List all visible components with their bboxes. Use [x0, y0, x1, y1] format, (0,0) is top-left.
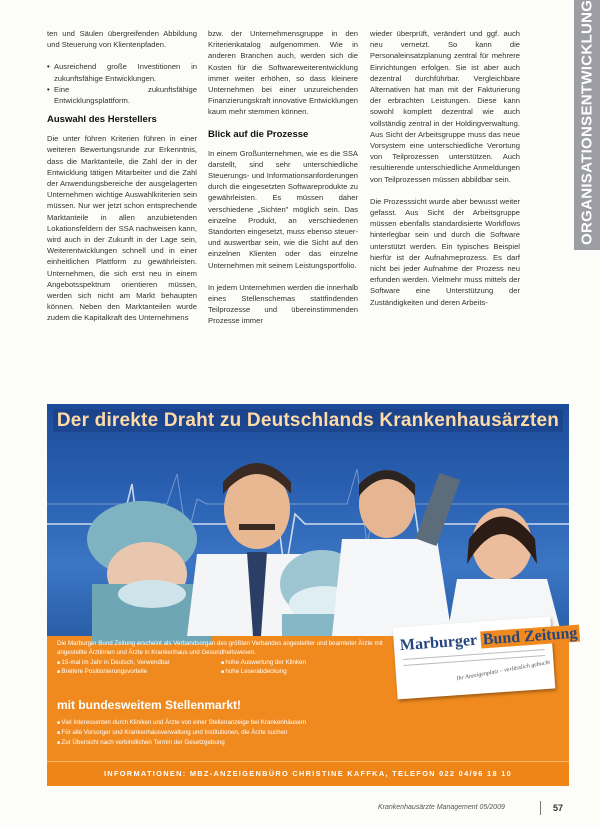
logo-text-marburger: Marburger — [399, 631, 478, 655]
section-heading: Blick auf die Prozesse — [208, 128, 309, 140]
bullet-item: • Eine zukunftsfähige Entwicklungsplattform. — [47, 84, 197, 106]
ad-headline: Der direkte Draht zu Deutschlands Krankenhausärzten — [47, 410, 569, 432]
ad-photo — [47, 404, 569, 636]
text-column-1 — [47, 28, 197, 324]
ad-feature: ■ Breitere Positionierungsvorteile — [57, 668, 217, 677]
ad-stellenmarkt-heading: mit bundesweitem Stellenmarkt! — [57, 698, 242, 712]
section-heading: Auswahl des Herstellers — [47, 114, 157, 126]
bullet-list — [47, 61, 197, 106]
ad-benefit: ■ Zur Übersicht nach verbindlichen Termin der Gesetzgebung — [57, 738, 527, 748]
paragraph: wieder überprüft, verändert und ggf. auch neu vernetzt. So kann die Personaleinsatzplanung zentral für mehrere Einrichtungen erfolgen. Sie ist aber auch dezentral durchführbar. Vergleichbare Alternativen hat man mit der Fakturierung der erbrachten Leistungen. Diese kann sowohl komplett dezentral wie auch vollständig zentral in der Holdingverwaltung. Aus Sicht der Arbeitsgruppe muss das neue Vorsystem eine unterschiedliche Verortung von Teilprozessen unterstützen. Auch resultierende unterschiedliche Anmeldungen von Teilprozessen müssen abbildbar sein. — [370, 29, 520, 184]
footer-magazine-name: Krankenhausärzte Management 05/2009 — [378, 804, 505, 811]
bullet-item: • Ausreichend große Investitionen in zukunftsfähige Entwicklungen. — [47, 61, 197, 83]
paragraph: Die Prozesssicht wurde aber bewusst weiter gefasst. Aus Sicht der Arbeitsgruppe müssen ebenfalls standardisierte Workflows hinterlegbar sein und durch die Software unterstützt werden. Ein typisches Beispiel hierfür ist der Aufnahmeprozess. Es darf nicht bei jeder Aufnahme der Prozess neu erfunden werden. Vielmehr muss mittels der Software eine Unterstützung der Zuständigkeiten und deren Arbeits- — [370, 196, 520, 307]
paragraph: Die unter führen Kriterien führen in einer weiteren Bewertungsrunde zur Erkenntnis, dass die Marktanteile, die Zahl der in der Entwicklung tätigen Mitarbeiter und die Zahl der Anwendungsbereiche der ausgelagerten Unternehmen wichtige Auswahlkriterien sein müssen. Nur wer jetzt schon entsprechende Marktanteile in allen anzubietenden Lokationsfeldern der SSA nachweisen kann, wird auch in der Zukunft in der Lage sein, Weiterentwicklungen schnell und in einer einheitlichen Plattform zu gewährleisten. Unternehmen, die sich erst neu in einem Angebotsspektrum orientieren müssen, werden sich nicht am Markt behaupten können. Neben den Marktanteilen wurde zudem die Kapitalkraft des Unternehmens — [47, 134, 197, 323]
paragraph: In einem Großunternehmen, wie es die SSA darstellt, sind sehr unterschiedliche Steuerungs- und Informationsanforderungen durch die eingesetzten Softwareprodukte zu gewährleisten. Es müssen daher verschiedene „Sichten" möglich sein. Das einzelne Produkt, an verschiedenen Standorten eingesetzt, muss ebenso steuer- und auswertbar sein, wie die Sicht auf den einzelnen Klienten oder das einzelne Unternehmen mit seinem Leistungsportfolio. — [208, 148, 358, 270]
logo-text-bund-zeitung: Bund Zeitung — [482, 624, 578, 649]
text-column-3 — [370, 28, 520, 308]
text-column-2 — [208, 28, 358, 327]
ad-intro: Die Marburger Bund Zeitung erscheint als Verbandsorgan des größten Verbandes angestellter und beamteter Ärzte mit angestellte Ärztinnen und Ärzte in Krankenhaus und Gesundheitswesen. — [57, 640, 383, 656]
ad-contact-bar: INFORMATIONEN: MBZ-ANZEIGENBÜRO CHRISTINE KAFFKA, TELEFON 022 04/96 18 10 — [47, 761, 569, 786]
advertisement — [47, 404, 578, 786]
ad-benefit: ■ Für alle Vorsorger und Krankenhausverwaltung und Institutionen, die Ärzte suchen — [57, 728, 527, 738]
paragraph: In jedem Unternehmen werden die innerhalb eines Stellenschemas stattfindenden Teilprozesse und übereinstimmenden Prozesse immer — [208, 282, 358, 326]
section-tab-label: ORGANISATIONSENTWICKLUNG — [578, 0, 596, 245]
ad-feature: ■ 15-mal im Jahr in Deutsch, Verwendbar — [57, 659, 217, 668]
footer-divider — [540, 801, 541, 815]
doctors-photo-illustration — [47, 434, 569, 636]
handwritten-note: Ihr Anzeigenplatz – verlässlich gebucht — [456, 659, 551, 683]
mbz-newspaper-logo — [393, 617, 578, 700]
page-number: 57 — [553, 803, 564, 813]
ad-benefit-list — [57, 718, 527, 748]
ad-feature: ■ hohe Leserabdeckung — [221, 668, 391, 677]
ad-benefit: ■ Viel Interessenten durch Kliniken und Ärzte von einer Stellenanzeige bei Krankenhäusern — [57, 718, 527, 728]
section-tab — [574, 0, 600, 250]
ad-feature-grid — [57, 659, 387, 676]
ad-feature: ■ hohe Auswertung der Klinken — [221, 659, 391, 668]
paragraph: ten und Säulen übergreifenden Abbildung und Steuerung von Klientenpfaden. — [47, 29, 197, 50]
ad-intro-block — [57, 640, 387, 676]
paragraph: bzw. der Unternehmensgruppe in den Kriterienkatalog aufgenommen. Wie in anderen Branchen auch, werden sich die Kosten für die Softwareweiterentwicklung immer weiter erhöhen, so dass kleinere Unternehmen bei einer unzureichenden Finanzierungskraft innovative Entwicklungen kaum mehr stemmen können. — [208, 29, 358, 117]
